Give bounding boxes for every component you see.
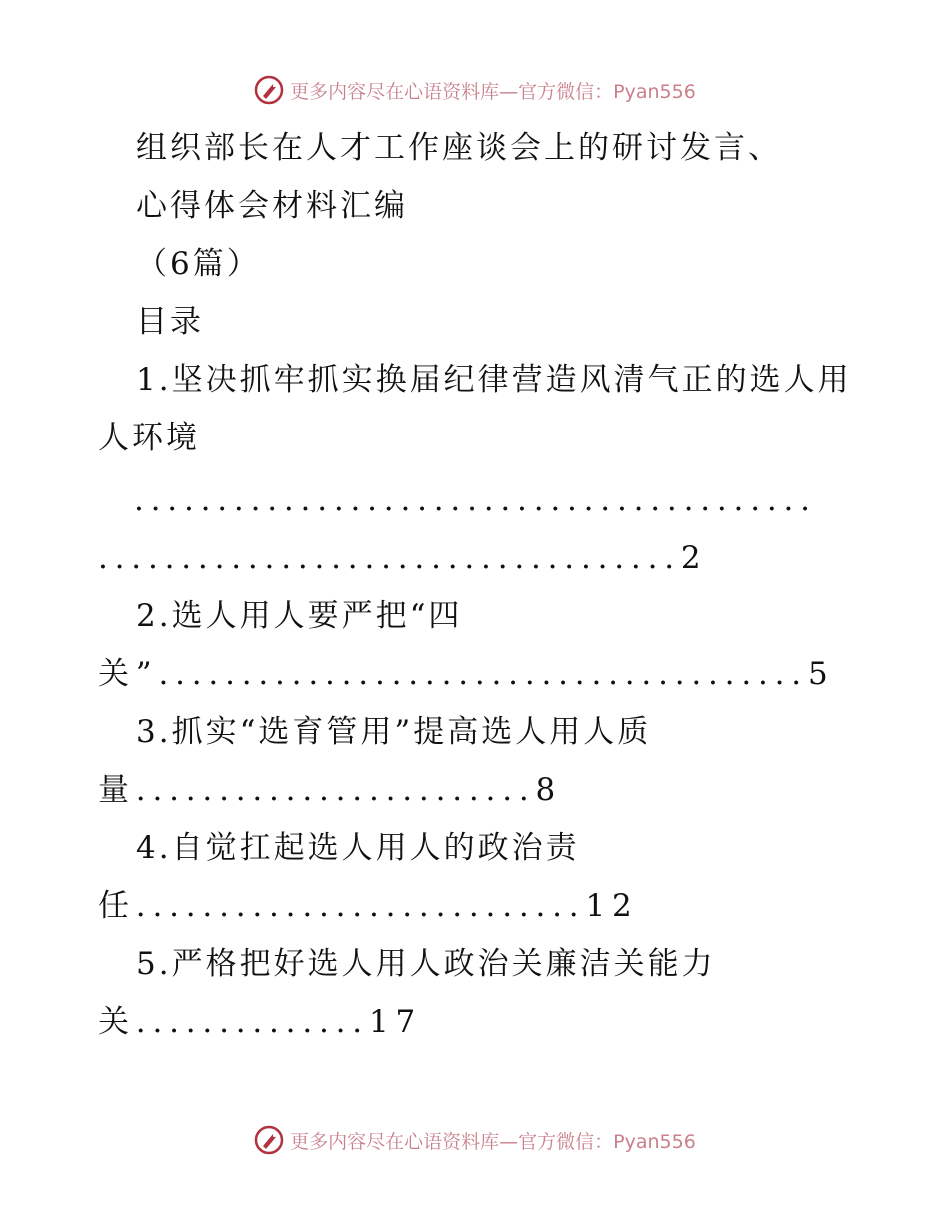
header-watermark xyxy=(0,70,950,110)
toc-item-1-title: 1.坚决抓牢抓实换届纪律营造风清气正的选人用 xyxy=(136,362,852,398)
watermark-text: 更多内容尽在心语资料库—官方微信：Pyan556 xyxy=(290,1130,696,1153)
toc-item-5-leader-page: 关..............17 xyxy=(98,1004,423,1040)
toc-item-1-title-cont: 人环境 xyxy=(98,420,200,456)
toc-item-4-leader-page: 任...........................12 xyxy=(98,888,639,924)
toc-item-2-leader-page: 关”.......................................5 xyxy=(98,656,835,692)
toc-item-1-leader-page: ...................................2 xyxy=(98,540,708,576)
document-count: （6篇） xyxy=(136,246,261,282)
pen-nib-icon xyxy=(254,75,284,105)
toc-item-3-leader-page: 量........................8 xyxy=(98,772,563,808)
document-title-line-2: 心得体会材料汇编 xyxy=(136,188,408,224)
toc-item-5-title: 5.严格把好选人用人政治关廉洁关能力 xyxy=(136,946,716,982)
pen-nib-icon xyxy=(254,1125,284,1155)
footer-watermark xyxy=(0,1120,950,1160)
watermark-text: 更多内容尽在心语资料库—官方微信：Pyan556 xyxy=(290,80,696,103)
toc-item-1-leader: ......................................... xyxy=(134,482,817,518)
toc-item-2-title: 2.选人用人要严把“四 xyxy=(136,598,463,634)
toc-heading: 目录 xyxy=(136,304,204,340)
toc-item-3-title: 3.抓实“选育管用”提高选人用人质 xyxy=(136,714,652,750)
toc-item-4-title: 4.自觉扛起选人用人的政治责 xyxy=(136,830,580,866)
document-title-line-1: 组织部长在人才工作座谈会上的研讨发言、 xyxy=(136,130,782,166)
